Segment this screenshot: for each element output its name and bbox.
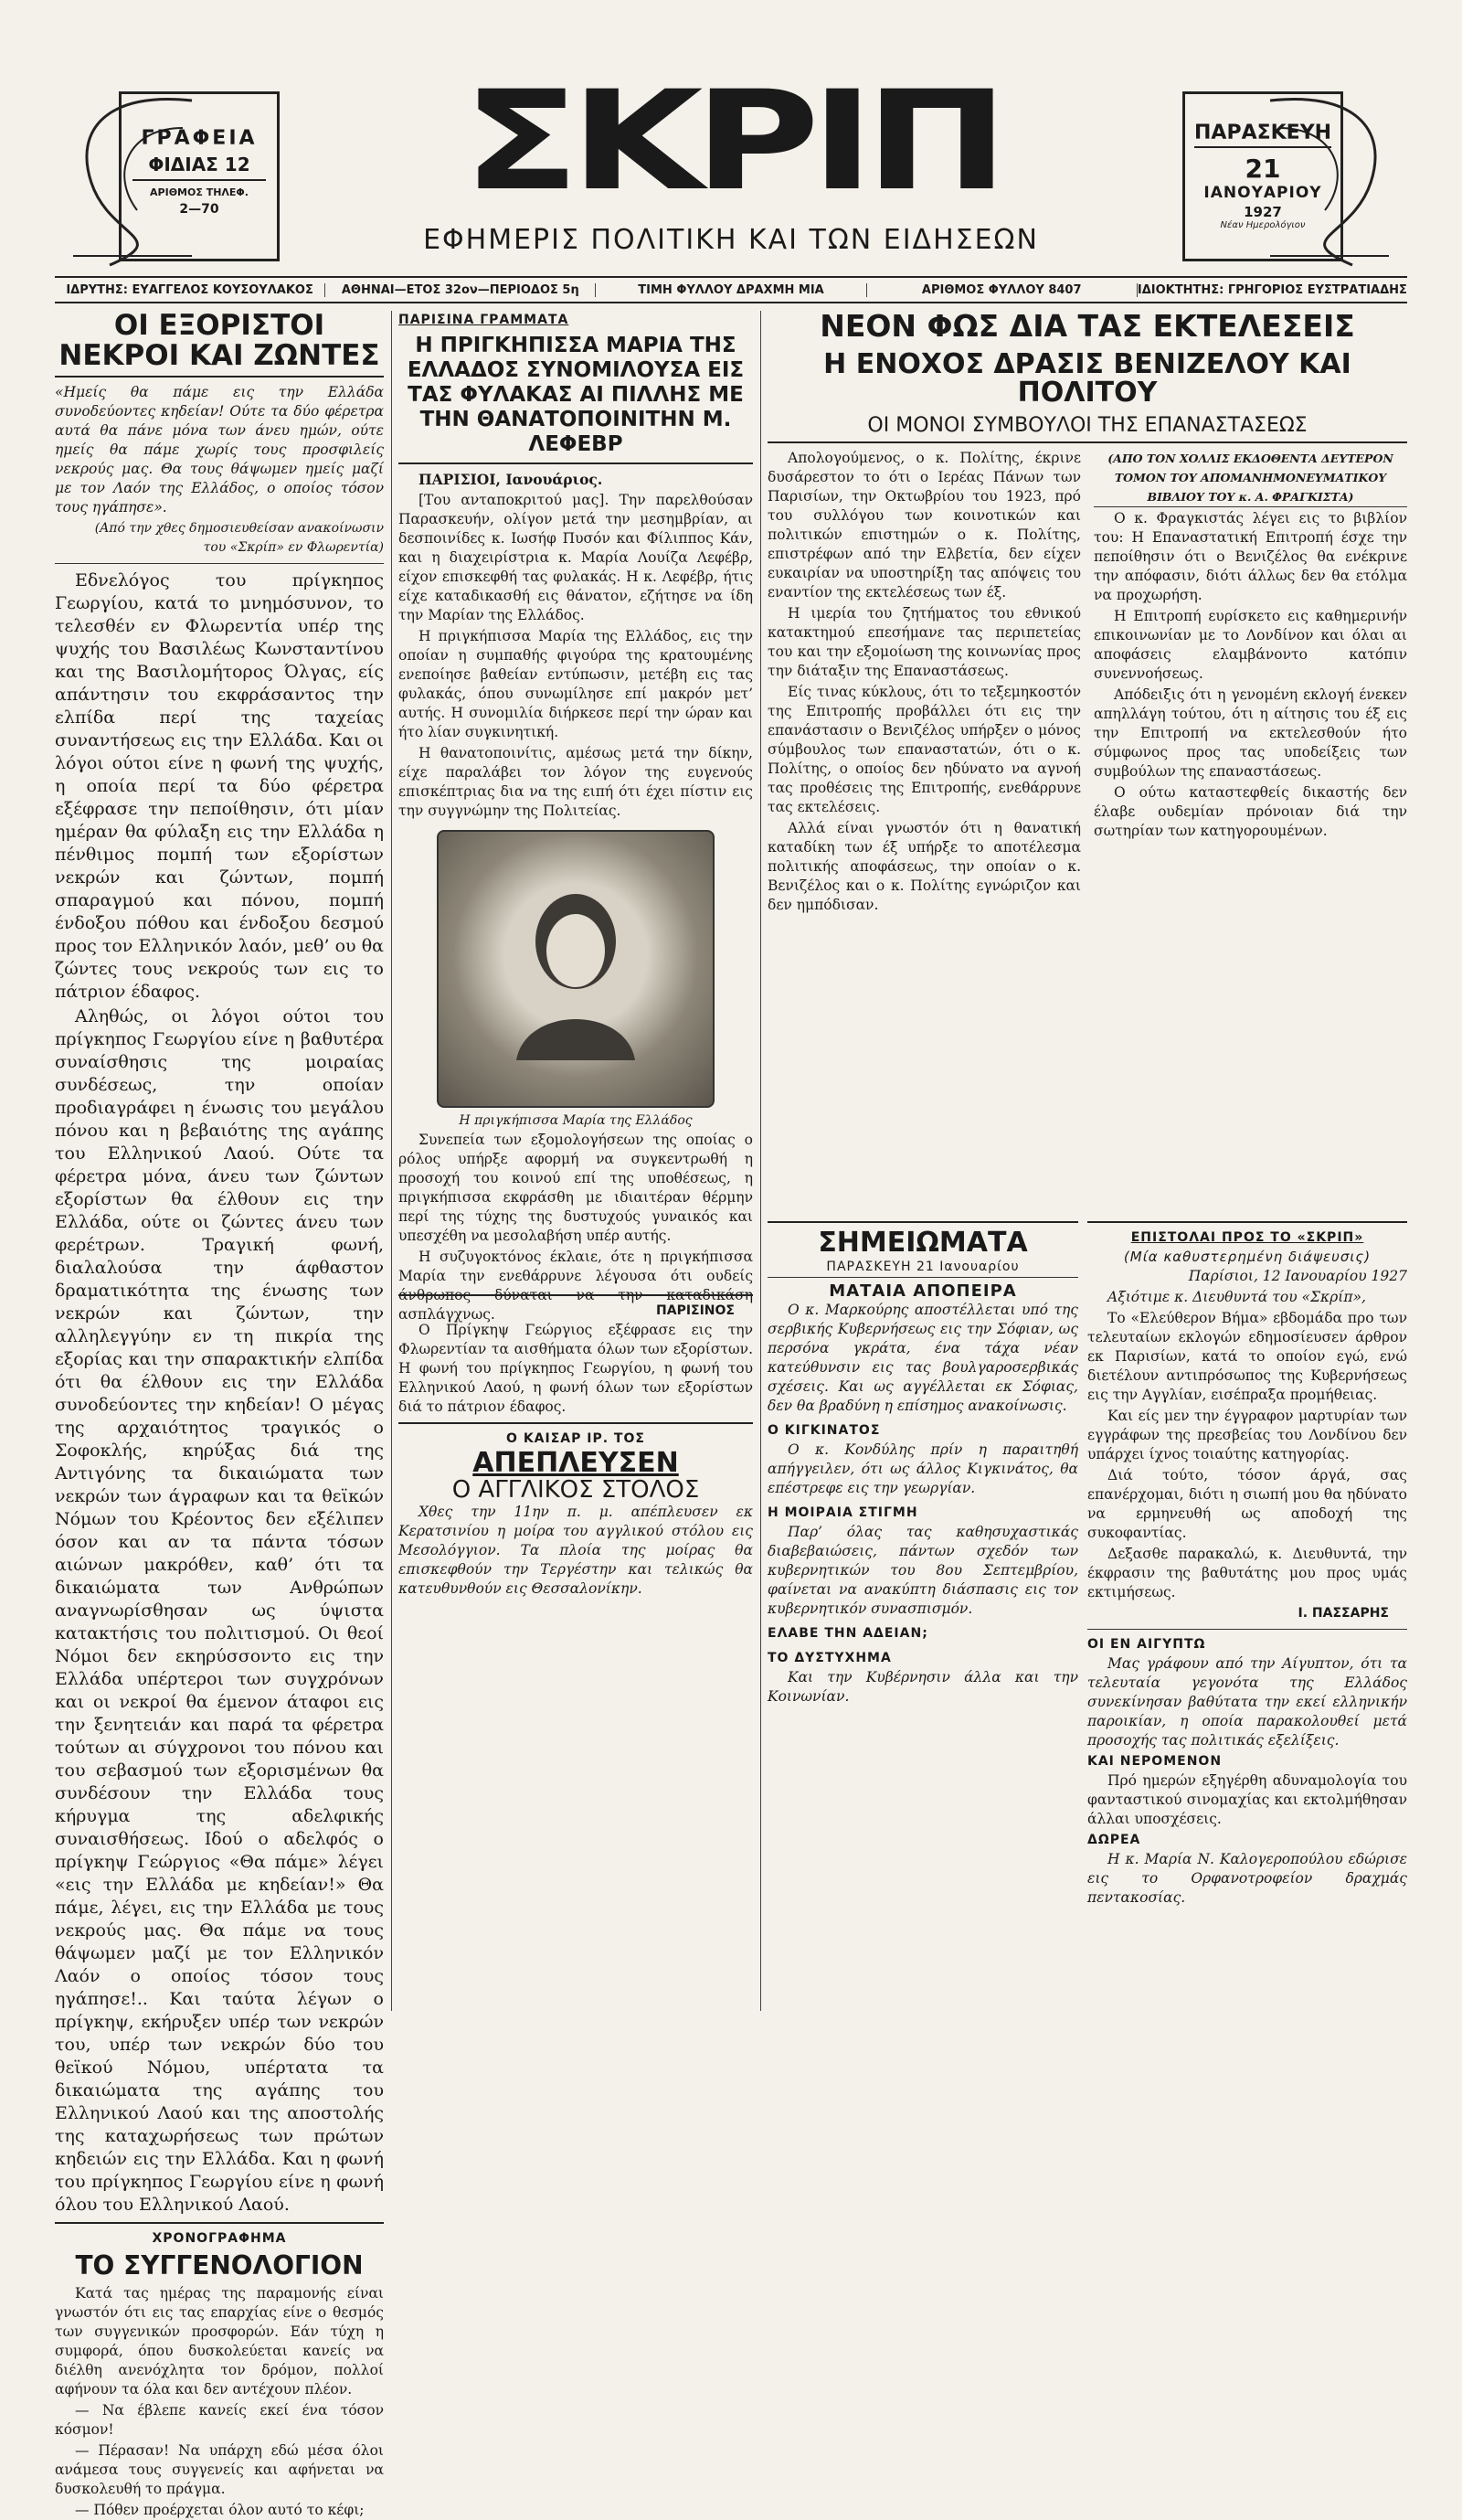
paragraph: Και την Κυβέρνησιν άλλα και την Κοινωνίαν. — [768, 1668, 1078, 1705]
donation-subheading: ΔΩΡΕΑ — [1087, 1833, 1141, 1847]
paragraph: — Πέρασαν! Να υπάρχη εδώ μέσα όλοι ανάμεσα τους συγγενείς και αφήνεται να δυσκολευθή το πράγμα. — [55, 2442, 384, 2498]
paragraph: Το «Ελεύθερον Βήμα» εβδομάδα προ των τελευταίων εκλογών εδημοσίευσεν άρθρον εκ Παρισίων, κατά το οποίον εγώ, ενώ διετέλουν αντιπρόσωπος της Κυβερνήσεως εις την Αγγλίαν, εισέπραξα προμήθειας. — [1087, 1310, 1407, 1403]
paragraph: Ο Πρίγκηψ Γεώργιος εξέφρασε εις την Φλωρεντίαν τα αισθήματα όλων των εξορίστων. Η φωνή του πρίγκηπος Γεωργίου, η φωνή του Ελληνικού Λαού, η φωνή όλων των εξορίστων διά το πάτριον έδαφος. — [398, 1322, 753, 1415]
paragraph: Η Επιτροπή ευρίσκετο εις καθημερινήν επικοινωνίαν με το Λονδίνον και όλαι αι αποφάσεις ελαμβάνοντο κατόπιν συνεννοήσεως. — [1094, 607, 1407, 682]
notes-date: ΠΑΡΑΣΚΕΥΗ 21 Ιανουαρίου — [768, 1258, 1078, 1278]
letter-date: Παρίσιοι, 12 Ιανουαρίου 1927 — [1188, 1268, 1407, 1284]
fleet-kicker: Ο ΚΑΙΣΑΡ ΙΡ. ΤΟΣ — [506, 1431, 645, 1446]
executions-column-left — [768, 449, 1081, 917]
notes-subheading: Η ΜΟΙΡΑΙΑ ΣΤΙΓΜΗ — [768, 1505, 918, 1520]
notes-title: ΣΗΜΕΙΩΜΑΤΑ — [818, 1227, 1028, 1259]
office-label: ΓΡΑΦΕΙΑ — [141, 127, 258, 150]
column-divider — [760, 311, 761, 2011]
fleet-headline: ΑΠΕΠΛΕΥΣΕΝ — [472, 1447, 679, 1479]
book-source: (ΑΠΟ ΤΟΝ ΧΟΛΛΙΣ ΕΚΔΟΘΕΝΤΑ ΔΕΥΤΕΡΟΝ ΤΟΜΟΝ ΤΟΥ ΑΠΟΜΑΝΗΜΟΝΕΥΜΑΤΙΚΟΥ ΒΙΒΛΙΟΥ ΤΟΥ κ. Α. ΦΡΑΓΚΙΣΤΑ) — [1094, 449, 1407, 507]
dateline: ΠΑΡΙΣΙΟΙ, Ιανουάριος. — [418, 471, 603, 488]
paragraph: Η συζυγοκτόνος έκλαιε, ότε η πριγκήπισσα Μαρία την ενεθάρρυνε λέγουσα ότι ουδείς άνθρωπος δύναται να την καταδικάση ασπλάγχνως. — [398, 1249, 753, 1323]
paragraph: Η ιμερία του ζητήματος του εθνικού κατακτημού επεσήμανε τας περιπετείας του και την εξομοίωση της κοινωνίας προς την διάταξιν της Επαναστάσεως. — [768, 604, 1081, 679]
paragraph: [Του ανταποκριτού μας]. Την παρελθούσαν Παρασκευήν, ολίγον μετά την μεσημβρίαν, αι δεσποινίδες κ. Ιωσήφ Πυσόν και Φίλιππος Κάν, και η διαχειρίστρια κ. Μαρία Λουίζα Λεφέβρ, είχον επισκεφθή τας φυλακάς. Η κ. Λεφέβρ, ήτις είχε καταδικασθή εις θάνατον, εζήτησε να ίδη την Μαρίαν της Ελλάδος. — [398, 492, 753, 623]
divider — [1087, 1629, 1407, 1630]
executions-column-right — [1094, 449, 1407, 917]
phone-number: 2—70 — [179, 202, 219, 217]
paragraph: Πρό ημερών εξηγέρθη αδυναμολογία του φανταστικού σινομαχίας και εκτολμήθησαν άλλαι υποσχέσεις. — [1087, 1772, 1407, 1827]
letter-signature: Ι. ΠΑΣΣΑΡΗΣ — [1298, 1606, 1389, 1621]
office-street: ΦΙΔΙΑΣ 12 — [132, 154, 266, 181]
headline-advisers: ΟΙ ΜΟΝΟΙ ΣΥΜΒΟΥΛΟΙ ΤΗΣ ΕΠΑΝΑΣΤΑΣΕΩΣ — [867, 413, 1308, 437]
paragraph: Η κ. Μαρία Ν. Καλογεροπούλου εδώρισε εις το Ορφανοτροφείον δραχμάς πεντακοσίας. — [1087, 1851, 1407, 1906]
notes-subheading: ΤΟ ΔΥΣΤΥΧΗΜΑ — [768, 1650, 892, 1665]
divider — [768, 1221, 1078, 1223]
paragraph: Απόδειξις ότι η γενομένη εκλογή ένεκεν απηλλάγη τούτου, ότι η αίτησις του έξ εις την Επιτροπή να εκτελεσθούν ήτο σύμφωνος προς τας υποδείξεις των συμβούλων της επαναστάσεως. — [1094, 686, 1407, 780]
paragraph: Ο κ. Μαρκούρης αποστέλλεται υπό της σερβικής Κυβερνήσεως εις την Σόφιαν, ως περσόνα γκράτα, ένα τάχα νέαν κατεύθυνσιν εις τας βουλγαροσερβικάς σχέσεις. Και ως αγγέλλεται εκ Σόφιας, δεν θα βραδύνη η επίσημος ανακοίνωσις. — [768, 1301, 1078, 1414]
paragraph: Χθες την 11ην π. μ. απέπλευσεν εκ Κερατσινίου η μοίρα του αγγλικού στόλου εις Μεσολόγγιον. Τα πλοία της μοίρας θα επισκεφθούν την Τεργέστην και τελικώς θα κατευθυνθούν εις Θεσσαλονίκην. — [398, 1503, 753, 1597]
headline-exiles: ΟΙ ΕΞΟΡΙΣΤΟΙ ΝΕΚΡΟΙ ΚΑΙ ΖΩΝΤΕΣ — [58, 309, 380, 372]
newspaper-page — [55, 37, 1407, 2519]
masthead-info-bar — [55, 276, 1407, 303]
owner-info: ΙΔΙΟΚΤΗΤΗΣ: ΓΡΗΓΟΡΙΟΣ ΕΥΣΤΡΑΤΙΑΔΗΣ — [1137, 282, 1407, 297]
edition-info: ΑΘΗΝΑΙ—ΕΤΟΣ 32ον—ΠΕΡΙΟΔΟΣ 5η — [325, 283, 596, 297]
notes-subheading: Ο ΚΙΓΚΙΝΑΤΟΣ — [768, 1422, 881, 1438]
letters-section — [1087, 1216, 1407, 2011]
divider — [398, 463, 753, 464]
paragraph: Κατά τας ημέρας της παραμονής είναι γνωστόν ότι εις τας επαρχίας είνε ο θεσμός των συγγενικών προσφορών. Εάν τύχη η συμφορά, όπου δυσκολεύεται κανείς να διέλθη ανενόχλητα τον δρόμον, πολλοί αφήνουν τα όλα και δεν αντέχουν πλέον. — [55, 2285, 384, 2398]
portrait-caption: Η πριγκήπισσα Μαρία της Ελλάδος — [459, 1113, 693, 1128]
paragraph: Παρ’ όλας τας καθησυχαστικάς διαβεβαιώσεις, πάντων σχεδόν των κυβερνητικών του 8ου Σεπτεμβρίου, φαίνεται να ανακύπτη διάσπασις εις τον κυβερνητικόν συνασπισμόν. — [768, 1523, 1078, 1617]
paragraph: Εδνελόγος του πρίγκηπος Γεωργίου, κατά το μνημόσυνον, το τελεσθέν εν Φλωρεντία υπέρ της ψυχής του Βασιλέως Κωνσταντίνου και της Βασιλομήτορος Όλγας, είς απάντησιν του εκφράσαντος την ελπίδα περί της ταχείας συναντήσεως εις την Ελλάδα. Και οι λόγοι ούτοι είνε η φωνή της ψυχής, η οποία περί τα δύο φέρετρα εξέφρασε την πεποίθησιν, ότι μίαν ημέραν θα φύλαξη εις την Ελλάδα η πένθιμος πομπή των εξορίστων νεκρών και ζώντων, πομπή σπαραγμού και πόνου, πομπή ένδοξου πόθου και ένδοξου δεσμού προς τον Ελληνικόν λαόν, μεθ’ ου θα ζώντες τους νεκρούς των εις το πάτριον έδαφος. — [55, 570, 384, 1003]
date-year: 1927 — [1244, 204, 1282, 220]
headline-executions: ΝΕΟΝ ΦΩΣ ΔΙΑ ΤΑΣ ΕΚΤΕΛΕΣΕΙΣ — [820, 308, 1355, 344]
newspaper-subtitle: ΕΦΗΜΕΡΙΣ ΠΟΛΙΤΙΚΗ ΚΑΙ ΤΩΝ ΕΙΔΗΣΕΩΝ — [423, 224, 1039, 256]
masthead — [55, 37, 1407, 320]
chronicle-title: ΤΟ ΣΥΓΓΕΝΟΛΟΓΙΟΝ — [75, 2250, 364, 2281]
column-divider — [391, 311, 392, 2011]
phone-label: ΑΡΙΘΜΟΣ ΤΗΛΕΦ. — [150, 186, 249, 198]
article-executions — [768, 308, 1407, 1207]
portrait-photo — [437, 830, 715, 1108]
paragraph: Η θανατοποινίτις, αμέσως μετά την δίκην, είχε παραλάβει τον λόγον της ευγενούς επισκέπτριας δια να της ειπή ότι έχει πίστιν εις την συγγνώμην της Πολιτείας. — [398, 745, 753, 819]
divider — [55, 2222, 384, 2224]
paragraph: Δεξασθε παρακαλώ, κ. Διευθυντά, την έκφρασιν της βαθυτάτης μου προς υμάς εκτιμήσεως. — [1087, 1546, 1407, 1600]
divider — [398, 1294, 753, 1296]
letters-subheading: (Μία καθυστερημένη διάψευσις) — [1123, 1249, 1372, 1265]
paragraph: Ο ούτω καταστεφθείς δικαστής δεν έλαβε ουδεμίαν πρόνοιαν διά την σωτηρίαν των κατηγορουμένων. — [1094, 783, 1407, 839]
date-day: 21 — [1245, 154, 1281, 184]
paragraph: Διά τούτο, τόσον άργά, σας επανέρχομαι, διότι η σιωπή μου θα ηδύνατο να ερμηνευθή ως αποδοχή της συκοφαντίας. — [1087, 1467, 1407, 1541]
paris-letters-kicker: ΠΑΡΙΣΙΝΑ ΓΡΑΜΜΑΤΑ — [398, 313, 569, 327]
calendar-note: Νέαν Ημερολόγιον — [1220, 220, 1306, 230]
paragraph: — Πόθεν προέρχεται όλον αυτό το κέφι; — [75, 2502, 365, 2519]
paragraph: Αληθώς, οι λόγοι ούτοι του πρίγκηπος Γεωργίου είνε η βαθυτέρα συναίσθησις της μοιραίας συνδέσεως, την οποίαν προδιαγράφει η ένωσις του μεγάλου πόνου και η βεβαιότης της αγάπης του Ελληνικού Λαού. Ούτε τα φέρετρα μόνα, άνευ των ζώντων εξορίστων θα έλθουν εις την Ελλάδα, ούτε οι ζώντες άνευ των φερέτρων. Τραγική φωνή, διαλαλούσα την άφθαστον δραματικότητα της ένωσης των νεκρών και ζώντων, την αλληλεγγύην εν τη πικρία της εξορίας και την σπαρακτικήν ελπίδα ότι θα έλθουν εις την Ελλάδα συνοδεύοντες την κηδείαν! Ο μέγας της αρχαιότητος τραγικός ο Σοφοκλής, κηρύξας διά της Αντιγόνης τα δικαιώματα των νεκρών των άγραφων και τα θεϊκών Νόμων του Κρέοντος δεν εξέλιπεν όσον και αν τα πάντα τόσων αιώνων μακρόθεν, καθ’ ότι τα δικαιώματα των Ανθρώπων αναγνωρίσθησαν ως ύψιστα κατακτήσις του πολιτισμού. Οι θεοί Νόμοι δεν εκηρύσσοντο εις την Ελλάδα υπέρτεροι των συγχρόνων και οι νεκροί θα έμενον άταφοι εις την ξενητειάν και παρά τα φέρετρα τούτων αι σύγχρονοι του πόνου και του σεβασμού των εξορισμένων θα συνδέσουν την Ελλάδα τους κήρυγμα της αδελφικής συναισθήσεως. Ιδού ο αδελφός ο πρίγκηψ Γεώργιος «Θα πάμε» λέγει «εις την Ελλάδα με κηδείαν!» Θα πάμε, λέγει, εις την Ελλάδα με τους νεκρούς μας. Θα πάμε να τους θάψωμεν μαζί με τον Ελληνικόν Λαόν ο οποίος τόσον τους ηγάπησε!.. Και ταύτα λέγων ο πρίγκηψ, εκήρυξεν υπέρ των νεκρών του, υπέρ των νεκρών δύο του θεϊκού Νόμου, υπέρτατα τα δικαιώματα της αγάπης του Ελληνικού Λαού και της αποστολής της καταχωρήσεως των πρώτων κηδειών εις την Ελλάδα. Και η φωνή του πρίγκηπος Γεωργίου είνε η φωνή όλου του Ελληνικού Λαού. — [55, 1006, 384, 2216]
egypt-subheading: ΚΑΙ ΝΕΡΟΜΕΝΟΝ — [1087, 1754, 1223, 1769]
article-signature: ΠΑΡΙΣΙΝΟΣ — [656, 1303, 735, 1318]
notes-subheading: ΕΛΑΒΕ ΤΗΝ ΑΔΕΙΑΝ; — [768, 1625, 928, 1641]
date-month: ΙΑΝΟΥΑΡΙΟΥ — [1203, 184, 1322, 202]
paragraph: Ο κ. Φραγκιστάς λέγει εις το βιβλίον του: Η Επαναστατική Επιτροπή έσχε την πεποίθησιν ότι ο Βενιζέλος θα ενέκρινε την απόφασιν, διότι άλλως δεν θα ετόλμα να προχωρήση. — [1094, 509, 1407, 603]
newspaper-logo: ΣΚΡΙΠ — [462, 62, 1000, 221]
divider — [55, 376, 384, 377]
paragraph: Απολογούμενος, ο κ. Πολίτης, έκρινε δυσάρεστον το ότι ο Ιερέας Πάνων των Παρισίων, την Οκτωβρίου του 1923, πρό του συλλόγου των κοινοτικών και πολιτικών επιστημών ο κ. Πολίτης, επιστρέφων από την Ελβετία, δεν είχεν ευκαιρίαν να υποστηρίξη τας απόψεις του εναντίον της εκτελέσεως των έξ. — [768, 449, 1081, 601]
chronicle-kicker: ΧΡΟΝΟΓΡΑΦΗΜΑ — [152, 2231, 287, 2247]
office-box — [119, 91, 280, 261]
epigraph-source: (Από την χθες δημοσιευθείσαν ανακοίνωσιν του «Σκρίπ» εν Φλωρεντία) — [94, 521, 384, 556]
fleet-subheadline: Ο ΑΓΓΛΙΚΟΣ ΣΤΟΛΟΣ — [451, 1475, 700, 1504]
issue-number-info: ΑΡΙΘΜΟΣ ΦΥΛΛΟΥ 8407 — [867, 283, 1138, 297]
letters-kicker: ΕΠΙΣΤΟΛΑΙ ΠΡΟΣ ΤΟ «ΣΚΡΙΠ» — [1130, 1230, 1364, 1245]
founder-info: ΙΔΡΥΤΗΣ: ΕΥΑΓΓΕΛΟΣ ΚΟΥΣΟΥΛΑΚΟΣ — [55, 283, 325, 297]
epigraph: «Ημείς θα πάμε εις την Ελλάδα συνοδεύοντες κηδείαν! Ούτε τα δύο φέρετρα αυτά θα πάνε μόνα των άνευ ημών, ούτε ημείς θα πάμε χωρίς τους προσφιλείς νεκρούς μας. Θα τους θάψωμεν ημείς μαζί με τον Λαόν της Ελλάδος, ο οποίος τόσον τους ηγάπησε». — [55, 384, 384, 516]
notes-section — [768, 1216, 1078, 2011]
headline-princess: Η ΠΡΙΓΚΗΠΙΣΣΑ ΜΑΡΙΑ ΤΗΣ ΕΛΛΑΔΟΣ ΣΥΝΟΜΙΛΟΥΣΑ ΕΙΣ ΤΑΣ ΦΥΛΑΚΑΣ ΑΙ ΠΙΛΛΗΣ ΜΕ ΤΗΝ ΘΑΝΑΤΟΠΟΙΝΙΤΗΝ Μ. ΛΕΦΕΒΡ — [407, 334, 745, 456]
egypt-subheading: ΟΙ ΕΝ ΑΙΓΥΠΤΩ — [1087, 1637, 1206, 1652]
paragraph: — Να έβλεπε κανείς εκεί ένα τόσον κόσμον! — [55, 2402, 384, 2439]
letter-greeting: Αξιότιμε κ. Διευθυντά του «Σκρίπ», — [1107, 1289, 1366, 1305]
portrait-silhouette-icon — [507, 877, 644, 1060]
article-exiles — [55, 309, 384, 2519]
divider — [398, 1422, 753, 1424]
paragraph: Ο κ. Κονδύλης πρίν η παραιτηθή απήγγειλεν, ότι ως άλλος Κιγκινάτος, θα επέστρεφε εις την γεωργίαν. — [768, 1441, 1078, 1496]
date-weekday: ΠΑΡΑΣΚΕΥΗ — [1194, 122, 1331, 148]
paragraph: Η πριγκήπισσα Μαρία της Ελλάδος, εις την οποίαν η συμπαθής φιγούρα της κρατουμένης ενεποίησε βαθείαν εντύπωσιν, μετέβη εις τας φυλακάς, όπου συνωμίλησε επί μακρόν μετ’ αυτής. Η συνομιλία διήρκεσε περί την ώραν και ήτο λίαν συγκινητική. — [398, 628, 753, 740]
price-info: ΤΙΜΗ ΦΥΛΛΟΥ ΔΡΑΧΜΗ ΜΙΑ — [596, 283, 866, 297]
divider — [768, 441, 1407, 443]
paragraph: Και είς μεν την έγγραφον μαρτυρίαν των εγγράφων της πρεσβείας του Λονδίνου δεν υπάρχει ίχνος τοιαύτης κατηγορίας. — [1087, 1408, 1407, 1462]
date-box — [1182, 91, 1343, 261]
divider — [1087, 1221, 1407, 1223]
paragraph: Αλλά είναι γνωστόν ότι η θανατική καταδίκη των έξ υπήρξε το αποτέλεσμα πολιτικής αποφάσεως, την οποίαν ο κ. Βενιζέλος και ο κ. Πολίτης εγνώριζον και δεν ημπόδισαν. — [768, 819, 1081, 913]
article-fleet — [398, 1289, 753, 2011]
divider — [55, 563, 384, 564]
paragraph: Είς τινας κύκλους, ότι το τεξεμηκοστόν της Επιτροπής προβάλλει ότι εις την επανάστασιν ο Βενιζέλος υπήρξεν ο μόνος σύμβουλος των επαναστατών, ότι ο κ. Πολίτης, ο οποίος δεν ηδύνατο να αγνοή τας προθέσεις της Επιτροπής, ενεθάρρυνε τας εκτελέσεις. — [768, 683, 1081, 815]
paragraph: Μας γράφουν από την Αίγυπτον, ότι τα τελευταία γεγονότα της Ελλάδος συνεκίνησαν βαθύτατα την εκεί ελληνικήν παροικίαν, η οποία παρακολουθεί μετά προσοχής τας πολιτικάς εξελίξεις. — [1087, 1655, 1407, 1749]
notes-subheading: ΜΑΤΑΙΑ ΑΠΟΠΕΙΡΑ — [829, 1281, 1017, 1301]
headline-venizelos: Η ΕΝΟΧΟΣ ΔΡΑΣΙΣ ΒΕΝΙΖΕΛΟΥ ΚΑΙ ΠΟΛΙΤΟΥ — [823, 347, 1351, 409]
paragraph: Συνεπεία των εξομολογήσεων της οποίας ο ρόλος υπήρξε αφορμή να συγκεντρωθή η προσοχή του κοινού επί της υποθέσεως, η πριγκήπισσα εκφράσθη με ιδιαιτέραν θέρμην περί της τύχης της δυστυχούς γυναικός και υπεσχέθη να μεσολαβήση υπέρ αυτής. — [398, 1132, 753, 1244]
